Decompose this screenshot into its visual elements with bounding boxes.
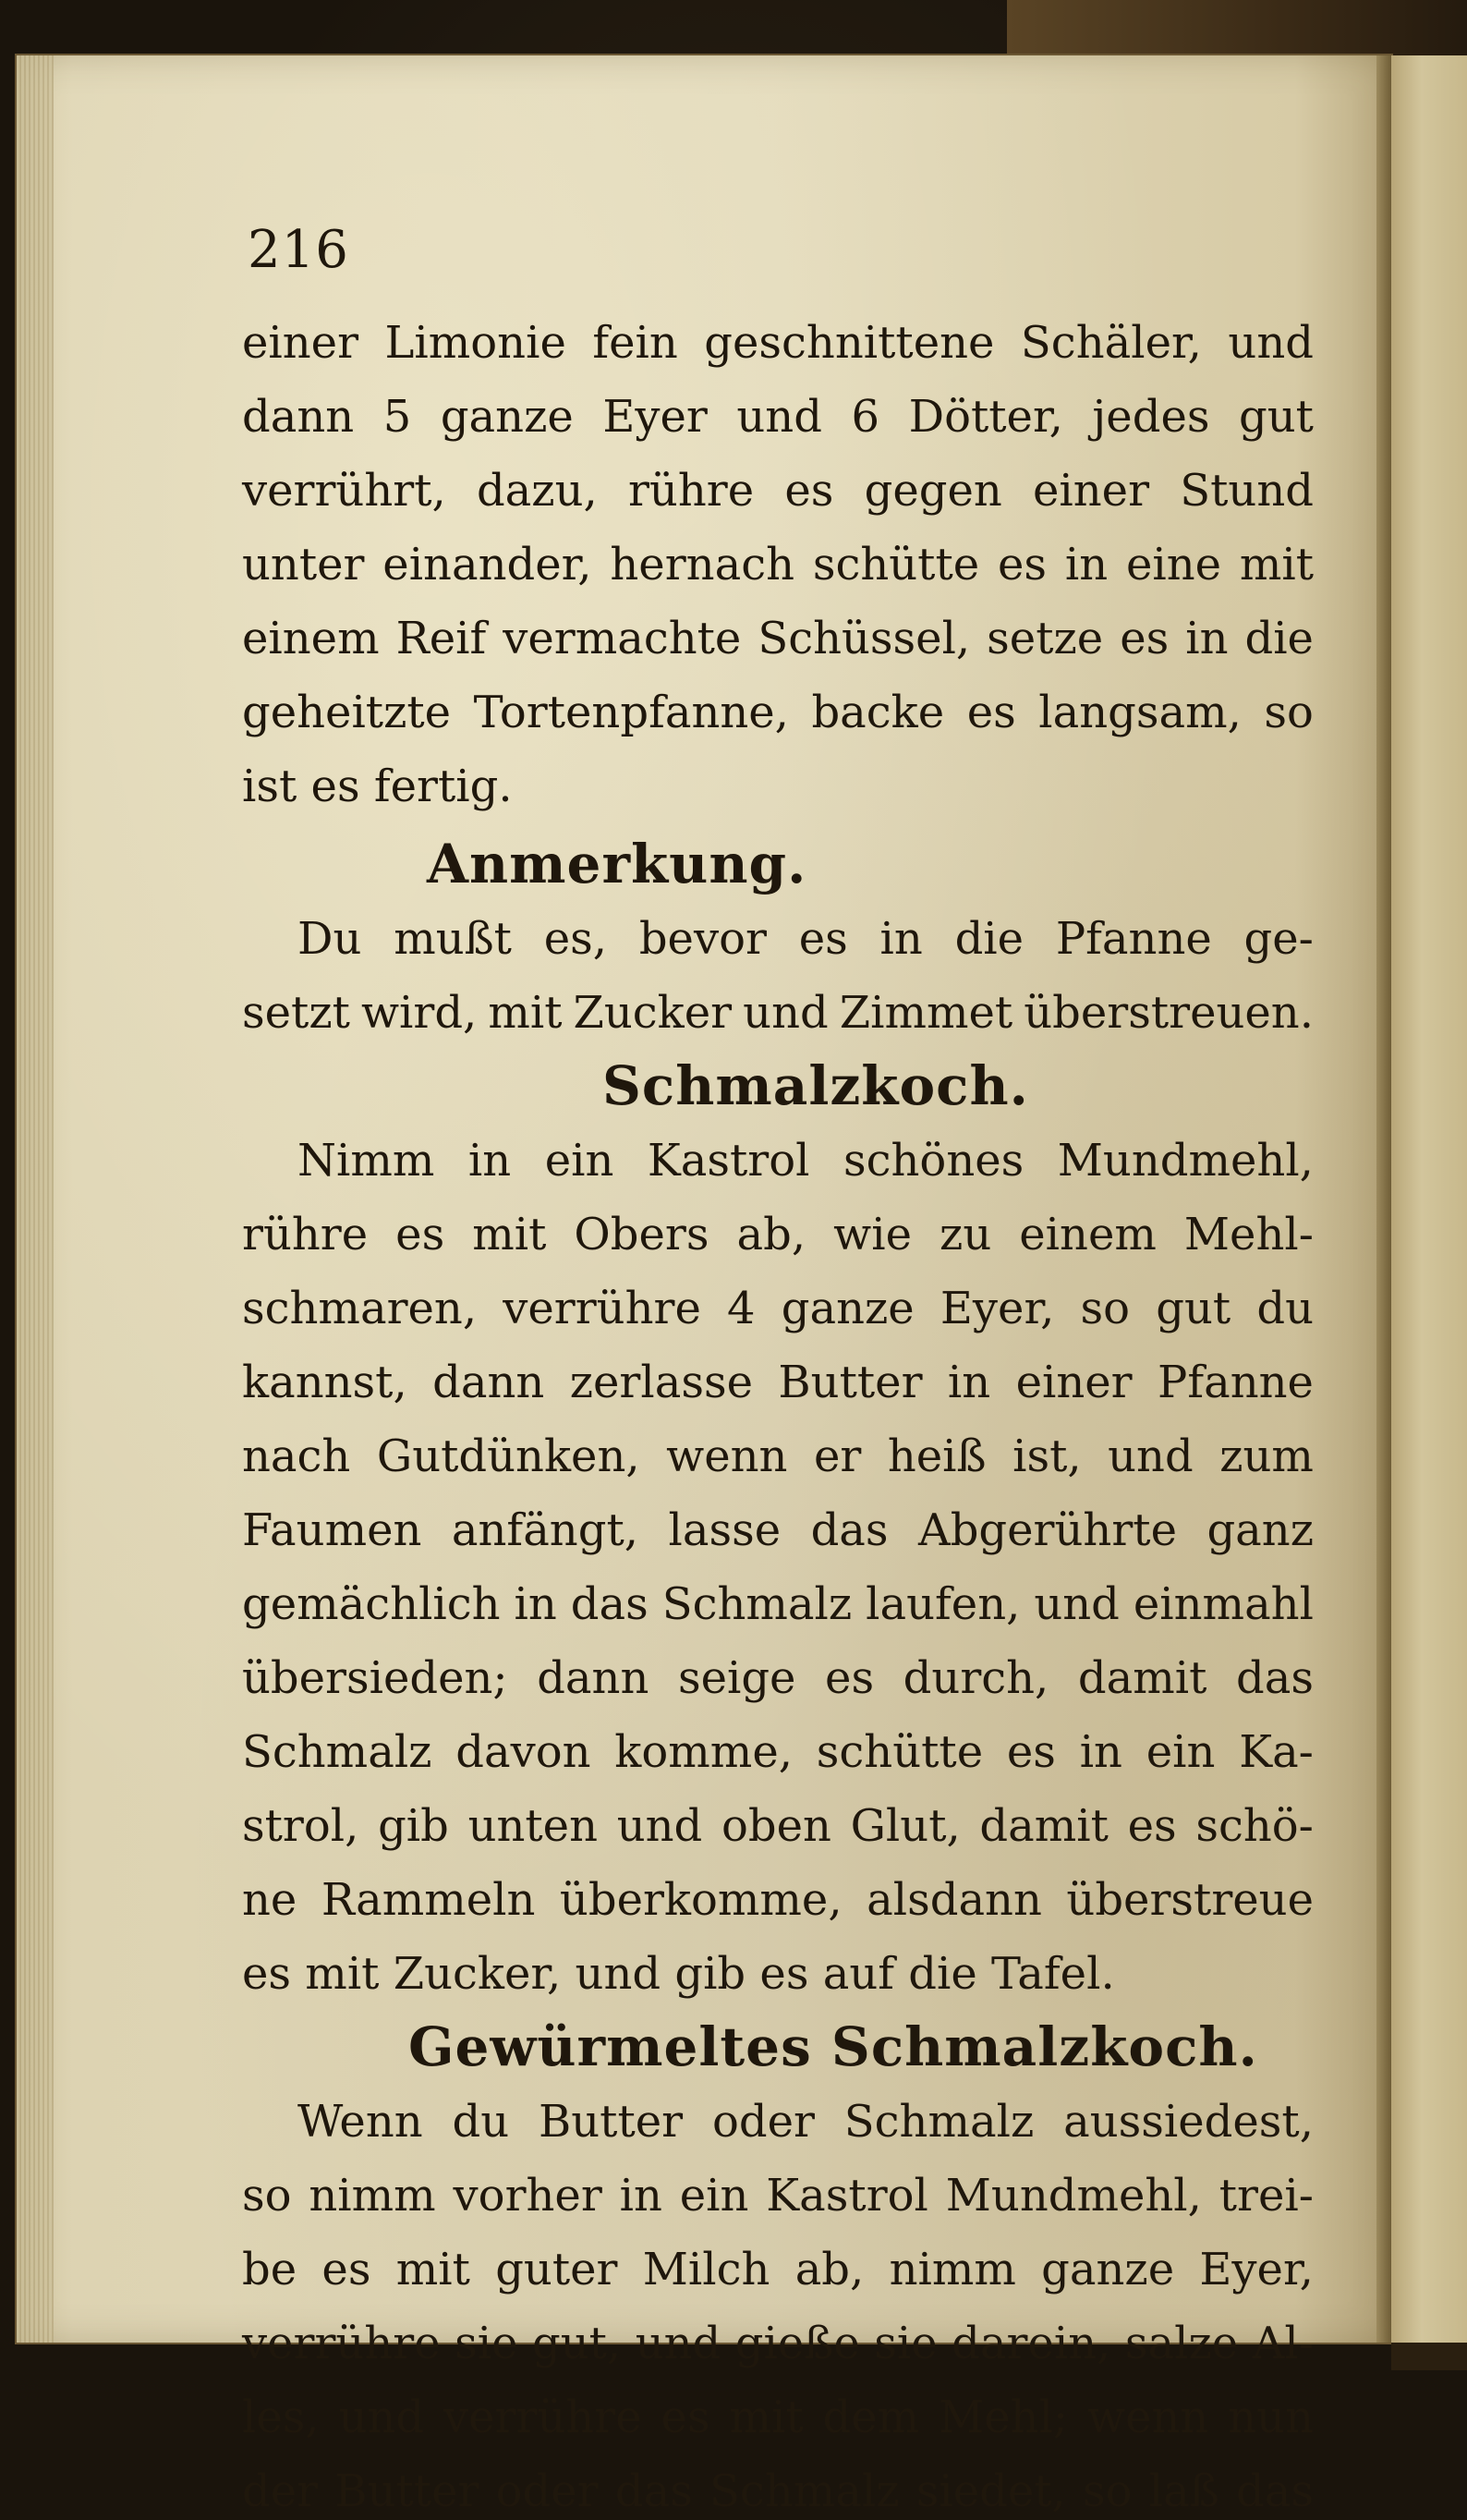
word: so xyxy=(1264,687,1314,738)
word: einer xyxy=(1015,1357,1133,1408)
word: Pfanne xyxy=(1158,1357,1314,1408)
word: einander, xyxy=(382,539,592,590)
word: es xyxy=(966,687,1016,738)
word: zerlasse xyxy=(569,1357,753,1408)
word: wenn xyxy=(1087,2392,1209,2443)
word: vermachte xyxy=(503,613,742,664)
word: jedes xyxy=(1092,391,1210,443)
word: Glut, xyxy=(850,1800,961,1852)
word: einmahl xyxy=(1133,1578,1314,1630)
scan-border xyxy=(1391,2343,1467,2370)
word: davon xyxy=(455,1726,591,1778)
word: kannst, xyxy=(242,1357,407,1408)
word: langsam, xyxy=(1038,687,1242,738)
word: ein xyxy=(679,2170,749,2222)
word: damit xyxy=(1077,1652,1207,1704)
word: Kastrol xyxy=(647,1135,810,1187)
word: Mehl- xyxy=(1183,1209,1314,1260)
word: in xyxy=(947,1357,991,1408)
word: eine xyxy=(1125,539,1222,590)
word: ganze xyxy=(781,1283,915,1334)
text-line xyxy=(242,1723,1314,1781)
word: in xyxy=(1079,1726,1122,1778)
word: mit xyxy=(1239,539,1314,590)
word: zum xyxy=(1219,1430,1314,1482)
word: 4 xyxy=(727,1283,756,1334)
word: Tortenpfanne, xyxy=(473,687,789,738)
word: du xyxy=(1256,1283,1314,1334)
word: und xyxy=(1034,1578,1120,1630)
word: ge- xyxy=(1243,913,1314,965)
word: gut xyxy=(1156,1283,1231,1334)
text-line xyxy=(242,462,1314,519)
word: das xyxy=(1236,2465,1314,2517)
word: strol, xyxy=(242,1800,359,1852)
word: verrühre xyxy=(443,2392,642,2443)
word: Schmalz xyxy=(661,1578,853,1630)
word: es xyxy=(997,539,1048,590)
word: rühre xyxy=(242,1209,369,1260)
word: gieße xyxy=(734,2318,860,2369)
word: durch, xyxy=(903,1652,1049,1704)
word: bevor xyxy=(638,913,767,965)
word: Zimmet xyxy=(839,987,1013,1039)
word: Faumen xyxy=(242,1504,422,1556)
word: Schäler, xyxy=(1020,317,1202,369)
word: gemächlich xyxy=(242,1578,501,1630)
text-line xyxy=(297,2093,1314,2150)
text-line xyxy=(242,2241,1314,2298)
word: Mehl; xyxy=(939,2392,1069,2443)
text-line xyxy=(242,1871,1314,1929)
word: das xyxy=(810,1504,889,1556)
word: Rammeln xyxy=(321,1874,536,1926)
word: Dötter, xyxy=(908,391,1063,443)
heading-gewurmeltes-schmalzkoch: Gewürmeltes Schmalzkoch. xyxy=(408,2015,1258,2078)
word: du xyxy=(452,2096,510,2148)
text-line xyxy=(242,984,1314,1041)
text-line xyxy=(297,910,1314,968)
word: es xyxy=(661,2392,710,2443)
word: be xyxy=(242,2244,297,2295)
page-gutter xyxy=(1376,55,1391,2343)
word: gut, xyxy=(532,2318,622,2369)
word: Eyer xyxy=(602,391,708,443)
word: 6 xyxy=(851,391,880,443)
word: oben xyxy=(721,1800,831,1852)
word: hernach xyxy=(610,539,794,590)
text-line xyxy=(297,1132,1314,1189)
word: es xyxy=(825,1652,875,1704)
word: schönes xyxy=(843,1135,1024,1187)
word: so xyxy=(242,2170,292,2222)
word: übersieden; xyxy=(242,1652,508,1704)
text-line xyxy=(242,2315,1314,2372)
word: und xyxy=(635,2318,721,2369)
word: in xyxy=(619,2170,662,2222)
word: Eyer, xyxy=(1199,2244,1314,2295)
word: wenn xyxy=(666,1430,788,1482)
word: dann xyxy=(242,391,355,443)
word: Gutdünken, xyxy=(376,1430,640,1482)
word: trei- xyxy=(1218,2170,1314,2222)
word: gib xyxy=(378,1800,449,1852)
word: Obers xyxy=(574,1209,709,1260)
text-line xyxy=(242,2463,1314,2520)
text-line xyxy=(242,1576,1314,1633)
text-line xyxy=(242,684,1314,741)
word: und xyxy=(338,2392,425,2443)
word: und xyxy=(1228,317,1314,369)
text-line xyxy=(242,1797,1314,1855)
word: dazu, xyxy=(476,465,598,517)
word: mit xyxy=(488,987,563,1039)
word: darein, xyxy=(952,2318,1111,2369)
word: wird, xyxy=(360,987,478,1039)
word: es xyxy=(1127,1800,1177,1852)
word: das xyxy=(1235,1652,1314,1704)
heading-anmerkung: Anmerkung. xyxy=(427,833,807,895)
word: schütte xyxy=(816,1726,984,1778)
word: verrühre xyxy=(242,2318,441,2369)
word: der xyxy=(242,2465,319,2517)
text-line xyxy=(242,1428,1314,1485)
word: anfängt, xyxy=(451,1504,638,1556)
word: in xyxy=(1064,539,1109,590)
word: vorher xyxy=(453,2170,602,2222)
word: dann xyxy=(537,1652,649,1704)
text-line: ist es fertig. xyxy=(242,761,513,812)
word: Abgerührte xyxy=(918,1504,1177,1556)
word: Nimm xyxy=(297,1135,435,1187)
word: einem xyxy=(242,613,380,664)
word: 5 xyxy=(382,391,412,443)
word: verrührt, xyxy=(242,465,446,517)
word: geheitzte xyxy=(242,687,452,738)
word: es xyxy=(395,1209,445,1260)
word: komme, xyxy=(614,1726,793,1778)
word: seige xyxy=(677,1652,796,1704)
word: laufen, xyxy=(866,1578,1021,1630)
text-line xyxy=(242,314,1314,371)
word: ab, xyxy=(794,2244,865,2295)
text-line xyxy=(242,388,1314,445)
word: Wenn xyxy=(297,2096,423,2148)
word: guter xyxy=(495,2244,618,2295)
word: dem xyxy=(822,2392,920,2443)
word: laß xyxy=(1148,2465,1219,2517)
word: Pfanne xyxy=(1055,913,1212,965)
text-line xyxy=(242,1502,1314,1559)
word: und xyxy=(1108,1430,1194,1482)
page-stack-edge xyxy=(17,55,54,2343)
word: dann xyxy=(432,1357,545,1408)
page-number: 216 xyxy=(248,220,349,280)
word: Eyer, xyxy=(940,1283,1055,1334)
word: damit xyxy=(979,1800,1109,1852)
word: Mundmehl, xyxy=(1057,1135,1314,1187)
word: zu xyxy=(940,1209,992,1260)
word: sie xyxy=(874,2318,938,2369)
word: backe xyxy=(811,687,945,738)
text-line xyxy=(242,610,1314,667)
word: nach xyxy=(242,1430,351,1482)
word: überstreue xyxy=(1066,1874,1314,1926)
word: nun xyxy=(1228,2392,1314,2443)
word: setze xyxy=(987,613,1104,664)
word: fein xyxy=(592,317,678,369)
word: es, xyxy=(543,913,608,965)
word: das xyxy=(570,1578,649,1630)
word: sie xyxy=(455,2318,518,2369)
word: setzt xyxy=(242,987,350,1039)
word: oder xyxy=(711,2096,815,2148)
word: siedet, xyxy=(915,2465,1066,2517)
word: Schmalz xyxy=(843,2096,1035,2148)
word: mit xyxy=(395,2244,470,2295)
word: in xyxy=(514,1578,557,1630)
word: rühre xyxy=(627,465,755,517)
word: einem xyxy=(1019,1209,1157,1260)
text-line xyxy=(242,536,1314,593)
text-line xyxy=(242,1280,1314,1337)
word: Mundmehl, xyxy=(945,2170,1202,2222)
word: nimm xyxy=(309,2170,436,2222)
word: Schmalz xyxy=(709,2465,900,2517)
word: nimm xyxy=(889,2244,1016,2295)
word: das xyxy=(614,2465,693,2517)
word: Milch xyxy=(642,2244,770,2295)
word: heiß xyxy=(887,1430,987,1482)
text-line xyxy=(242,2389,1314,2446)
word: Butter xyxy=(334,2465,479,2517)
word: salze xyxy=(1124,2318,1239,2369)
word: mit xyxy=(472,1209,547,1260)
word: es xyxy=(784,465,834,517)
word: gut xyxy=(1239,391,1314,443)
text-line xyxy=(242,1650,1314,1707)
word: überkomme, xyxy=(559,1874,843,1926)
word: Stund xyxy=(1180,465,1314,517)
facing-page-edge xyxy=(1391,55,1467,2343)
word: mit xyxy=(729,2392,804,2443)
heading-schmalzkoch: Schmalzkoch. xyxy=(602,1054,1029,1117)
word: unten xyxy=(467,1800,598,1852)
word: so xyxy=(1080,1283,1131,1334)
word: er xyxy=(813,1430,862,1482)
word: es xyxy=(1006,1726,1056,1778)
text-line xyxy=(242,2167,1314,2224)
word: es xyxy=(321,2244,371,2295)
word: in xyxy=(467,1135,512,1187)
word: lasse xyxy=(668,1504,782,1556)
word: alsdann xyxy=(867,1874,1042,1926)
word: Zucker xyxy=(573,987,733,1039)
word: aussiedest, xyxy=(1063,2096,1314,2148)
word: und xyxy=(616,1800,703,1852)
word: die xyxy=(1244,613,1314,664)
word: einer xyxy=(1033,465,1150,517)
word: les, xyxy=(242,2392,320,2443)
word: Limonie xyxy=(384,317,566,369)
word: es xyxy=(1120,613,1170,664)
word: mußt xyxy=(394,913,512,965)
word: unter xyxy=(242,539,365,590)
word: in xyxy=(879,913,923,965)
word: so xyxy=(1083,2465,1133,2517)
word: ganze xyxy=(1041,2244,1175,2295)
word: Butter xyxy=(778,1357,923,1408)
word: Kastrol xyxy=(766,2170,928,2222)
word: in xyxy=(1185,613,1229,664)
text-line: es mit Zucker, und gib es auf die Tafel. xyxy=(242,1948,1115,2000)
word: ab, xyxy=(736,1209,806,1260)
word: geschnittene xyxy=(704,317,995,369)
word: Du xyxy=(297,913,362,965)
word: schö- xyxy=(1195,1800,1314,1852)
word: Reif xyxy=(395,613,487,664)
word: einer xyxy=(242,317,359,369)
word: schütte xyxy=(812,539,980,590)
text-line xyxy=(242,1354,1314,1411)
text-line xyxy=(242,1206,1314,1263)
word: und xyxy=(736,391,822,443)
word: ist, xyxy=(1012,1430,1082,1482)
word: oder xyxy=(495,2465,599,2517)
word: es xyxy=(798,913,848,965)
word: wie xyxy=(833,1209,912,1260)
word: Schmalz xyxy=(242,1726,432,1778)
word: schmaren, xyxy=(242,1283,478,1334)
word: die xyxy=(954,913,1024,965)
word: ein xyxy=(1146,1726,1216,1778)
word: Schüssel, xyxy=(758,613,971,664)
word: ganze xyxy=(440,391,574,443)
word: Ka- xyxy=(1239,1726,1314,1778)
word: Al- xyxy=(1252,2318,1314,2369)
word: und xyxy=(743,987,829,1039)
word: verrühre xyxy=(503,1283,701,1334)
word: Butter xyxy=(538,2096,684,2148)
word: gegen xyxy=(864,465,1002,517)
word: ein xyxy=(544,1135,614,1187)
word: ne xyxy=(242,1874,297,1926)
word: überstreuen. xyxy=(1024,987,1314,1039)
word: ganz xyxy=(1206,1504,1314,1556)
